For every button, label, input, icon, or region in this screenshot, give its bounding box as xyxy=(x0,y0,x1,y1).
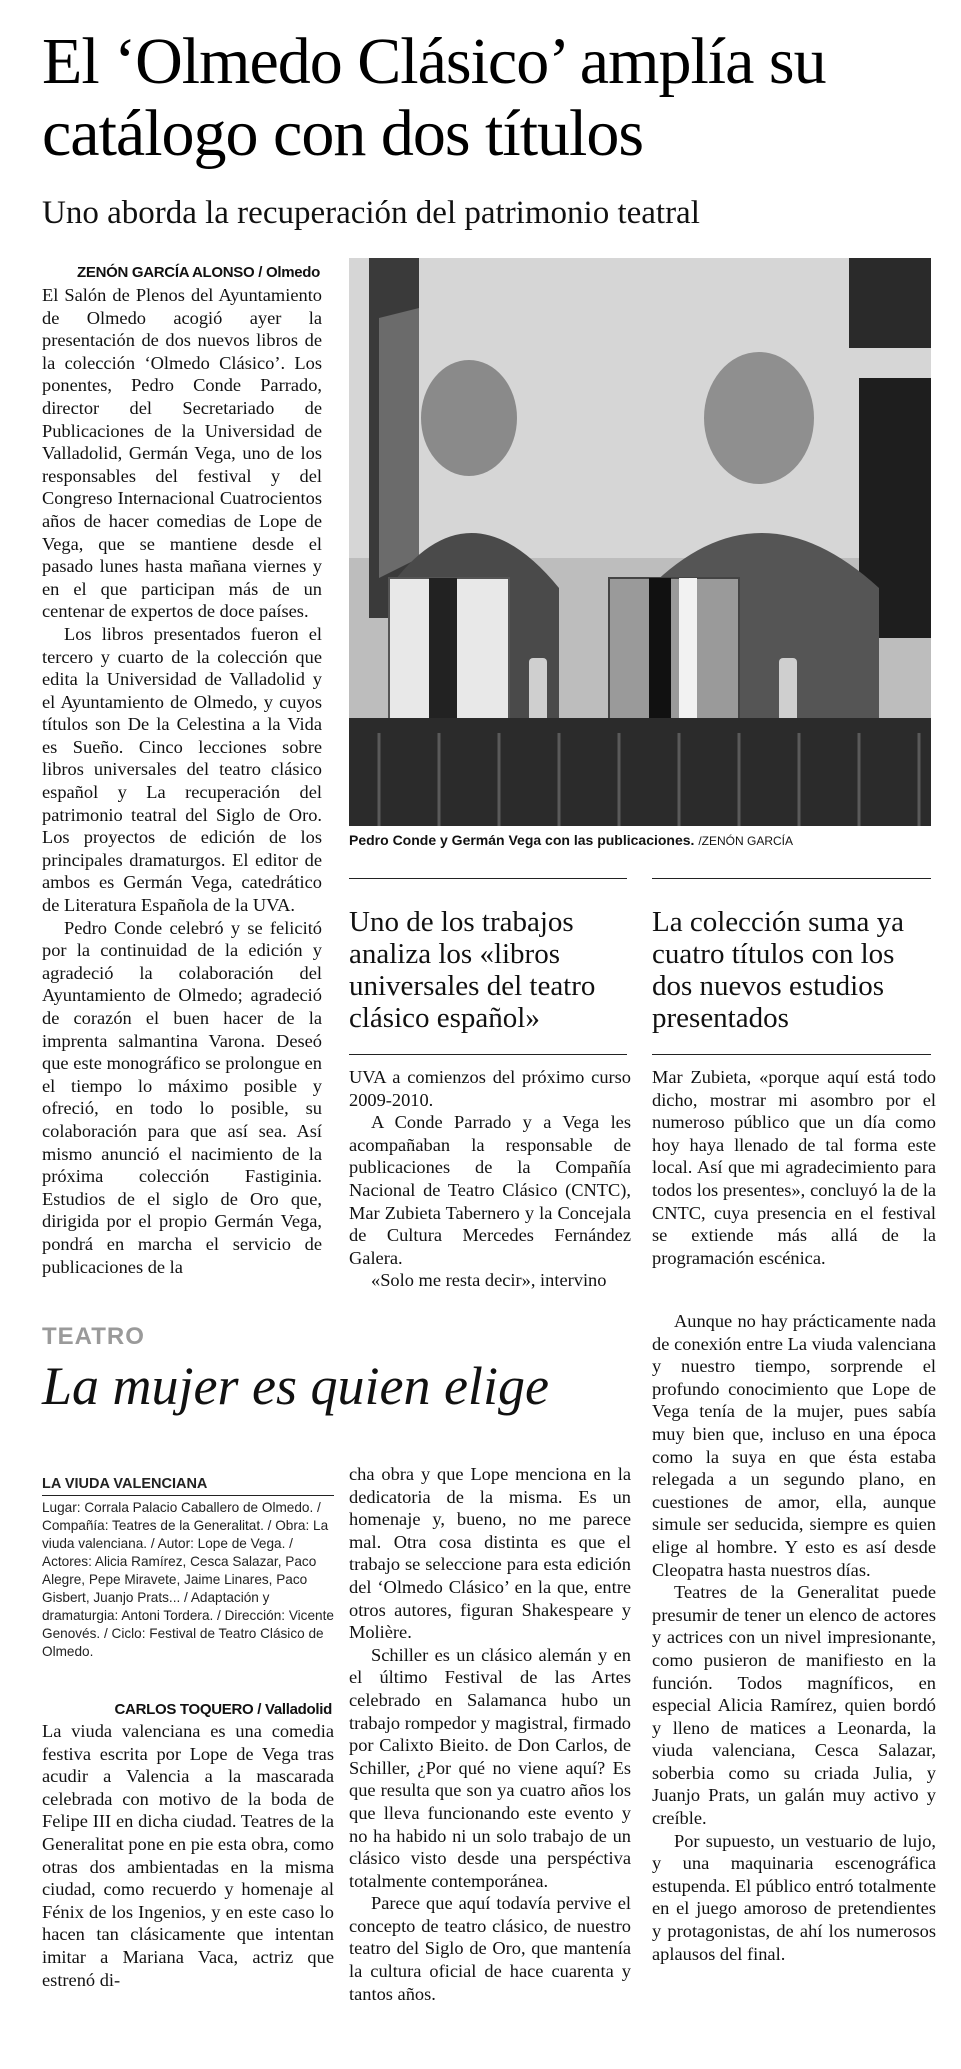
paragraph: El Salón de Plenos del Ayuntamiento de Olmedo acogió ayer la presentación de dos nuevos libros de la colección ‘Olmedo Clásico’. Los ponentes, Pedro Conde Parrado, director del Secretariado de Publicaciones de la Universidad de Valladolid, Germán Vega, uno de los responsables del festival y del Congreso Internacional Cuatrocientos años de hacer comedias de Lope de Vega, que se mantiene desde el pasado lunes hasta mañana viernes y en el que participan más de un centenar de expertos de doce países. xyxy=(42,285,322,622)
article-byline: ZENÓN GARCÍA ALONSO / Olmedo xyxy=(77,264,320,281)
factbox-body: Lugar: Corrala Palacio Caballero de Olmedo. / Compañía: Teatres de la Generalitat. / Obra: La viuda valenciana. / Autor: Lope de Vega. / Actores: Alicia Ramírez, Cesca Salazar, Paco Alegre, Pepe Miravete, Jaime Linares, Paco Gisbert, Juanjo Prats... / Adaptación y dramaturgia: Antoni Tordera. / Dirección: Vicente Genovés. / Ciclo: Festival de Teatro Clásico de Olmedo. xyxy=(42,1500,334,1659)
divider xyxy=(349,878,627,879)
article-photo xyxy=(349,258,931,826)
paragraph: La viuda valenciana es una comedia festiva escrita por Lope de Vega tras acudir a Valencia a la mascarada celebrada con motivo de la boda de Felipe III en dicha ciudad. Teatres de la Generalitat pone en pie esta obra, como otras dos ambientadas en la misma ciudad, como recuerdo y homenaje al Fénix de los Ingenios, y en este caso lo hacen tan clásicamente que intentan imitar a Mariana Vaca, actriz que estrenó di- xyxy=(42,1721,334,1990)
sidebar-heading-1: Uno de los trabajos analiza los «libros universales del teatro clásico español» xyxy=(349,906,596,1034)
photo-credit: /ZENÓN GARCÍA xyxy=(698,834,794,848)
paragraph: UVA a comienzos del próximo curso 2009-2010. xyxy=(349,1067,631,1110)
paragraph: «Solo me resta decir», intervino xyxy=(371,1270,607,1291)
review-column-2 xyxy=(349,1463,631,2005)
review-column-3 xyxy=(652,1310,936,1965)
photo-caption-text: Pedro Conde y Germán Vega con las publicaciones. xyxy=(349,832,695,848)
article-column-2 xyxy=(349,1066,631,1292)
review-column-1 xyxy=(42,1720,334,1991)
paragraph: Schiller es un clásico alemán y en el último Festival de las Artes celebrado en Salamanca hubo un trabajo rompedor y magistral, firmado por Calixto Bieito. de Don Carlos, de Schiller, ¿Por qué no viene aquí? Es que resulta que son ya cuatro años los que lleva funcionando este evento y no ha habido ni un solo trabajo de un clásico visto desde una perspéctiva totalmente contemporánea. xyxy=(349,1644,631,1891)
article-column-1 xyxy=(42,284,322,1278)
paragraph: Parece que aquí todavía pervive el concepto de teatro clásico, de nuestro teatro del Siglo de Oro, que mantenía la cultura oficial de hace cuarenta y tantos años. xyxy=(349,1893,631,2004)
paragraph: Mar Zubieta, «porque aquí está todo dicho, mostrar mi asombro por el numeroso público que un día como hoy haya llenado de tal forma este local. Así que mi agradecimiento para todos los presentes», concluyó la de la CNTC, cuya presencia en el festival se extiende más allá de la programación escénica. xyxy=(652,1067,936,1268)
paragraph: Pedro Conde celebró y se felicitó por la continuidad de la edición y agradeció la colaboración del Ayuntamiento de Olmedo; agradeció de corazón el buen hacer de la imprenta salmantina Varona. Deseó que este monográfico se prolongue en el tiempo lo máximo posible y ofreció, en todo lo posible, su colaboración para que así sea. Así mismo anunció el nacimiento de la próxima colección Fastiginia. Estudios de el siglo de Oro que, dirigida por el propio Germán Vega, pondrá en marcha el servicio de publicaciones de la xyxy=(42,917,322,1277)
article-headline: El ‘Olmedo Clásico’ amplía su catálogo con dos títulos xyxy=(42,25,826,170)
paragraph: Por supuesto, un vestuario de lujo, y una maquinaria escenográfica estupenda. El público entró totalmente en el juego amoroso de pretendientes y protagonistas, de ahí los numerosos aplausos del final. xyxy=(652,1830,936,1964)
paragraph: cha obra y que Lope menciona en la dedicatoria de la misma. Es un homenaje y, bueno, no me parece mal. Otra cosa distinta es que el trabajo se seleccione para esta edición del ‘Olmedo Clásico’ en la que, entre otros autores, figuran Shakespeare y Molière. xyxy=(349,1464,631,1643)
divider xyxy=(349,1054,627,1055)
review-section-label: TEATRO xyxy=(42,1323,145,1350)
paragraph: Los libros presentados fueron el tercero y cuarto de la colección que edita la Universidad de Valladolid y el Ayuntamiento de Olmedo, y cuyos títulos son De la Celestina a la Vida es Sueño. Cinco lecciones sobre libros universales del teatro clásico español y La recuperación del patrimonio teatral del Siglo de Oro. Los proyectos de edición de los principales dramaturgos. El editor de ambos es Germán Vega, catedrático de Literatura Española de la UVA. xyxy=(42,623,322,916)
divider xyxy=(652,878,931,879)
article-column-3 xyxy=(652,1066,936,1269)
photo-caption xyxy=(349,832,931,848)
factbox-title: LA VIUDA VALENCIANA xyxy=(42,1476,208,1492)
paragraph: Aunque no hay prácticamente nada de conexión entre La viuda valenciana y nuestro tiempo, sorprende el profundo conocimiento que Lope de Vega tenía de la mujer, pues sabía muy bien que, incluso en una época como la suya en que ésta estaba relegada a un segundo plano, en cuestiones de amor, ella, aunque simule ser seducida, siempre es quien elige al hombre. Y esto es así desde Cleopatra hasta nuestros días. xyxy=(652,1311,936,1580)
review-title: La mujer es quien elige xyxy=(42,1356,549,1416)
article-subheadline: Uno aborda la recuperación del patrimonio teatral xyxy=(42,195,700,231)
review-byline: CARLOS TOQUERO / Valladolid xyxy=(114,1701,332,1718)
paragraph: Teatres de la Generalitat puede presumir de tener un elenco de actores y actrices con un nivel impresionante, como pusieron de manifiesto en la función. Todos magníficos, en especial Alicia Ramírez, quien bordó y lleno de matices a Leonarda, la viuda valenciana, Cesca Salazar, soberbia como su criada Julia, y Juanjo Prats, un galán muy activo y creíble. xyxy=(652,1582,936,1829)
paragraph: A Conde Parrado y a Vega les acompañaban la responsable de publicaciones de la Compañía Nacional de Teatro Clásico (CNTC), Mar Zubieta Tabernero y la Concejala de Cultura Mercedes Fernández Galera. xyxy=(349,1112,631,1268)
sidebar-heading-2: La colección suma ya cuatro títulos con los dos nuevos estudios presentados xyxy=(652,906,905,1034)
divider xyxy=(652,1054,931,1055)
review-factbox xyxy=(42,1475,334,1661)
